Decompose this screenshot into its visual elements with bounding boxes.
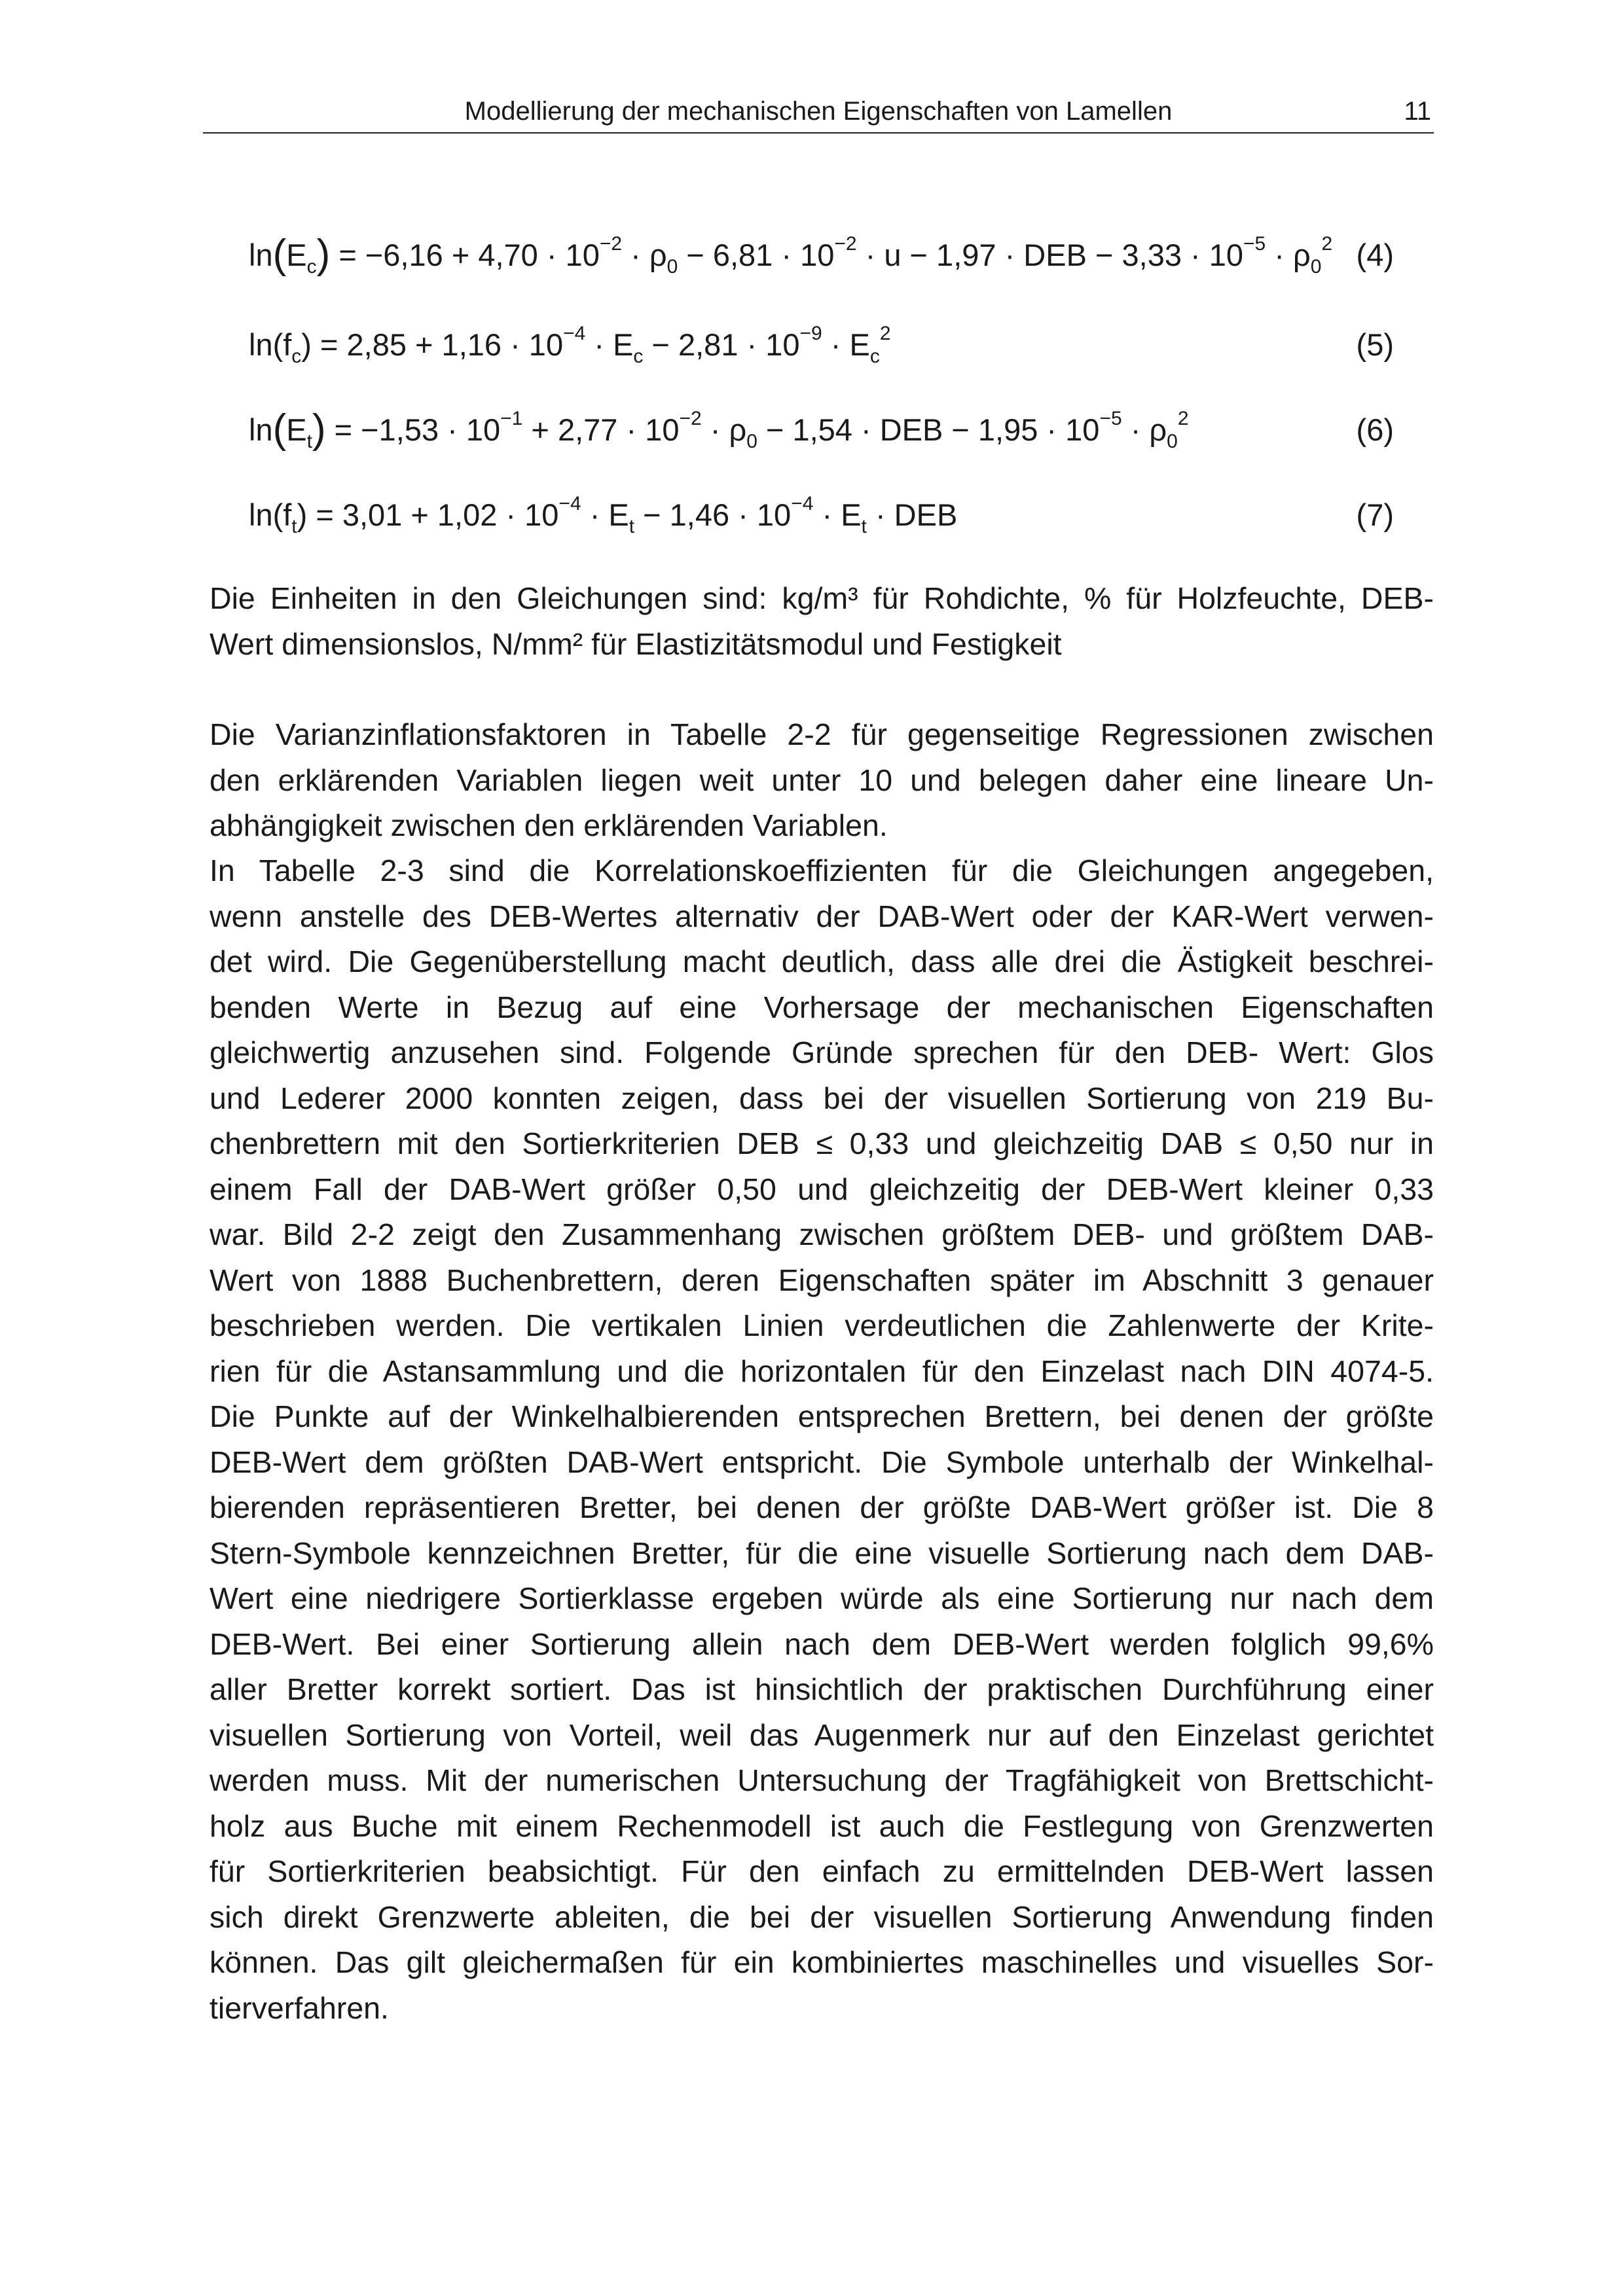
text-line: DEB-Wert dem größten DAB-Wert entspricht. Die Symbole unterhalb der Winkelhal- [210,1444,1434,1479]
text-line: und Lederer 2000 konnten zeigen, dass bei der visuellen Sortierung von 219 Bu- [210,1081,1434,1115]
text-line: DEB-Wert. Bei einer Sortierung allein nach dem DEB-Wert werden folglich 99,6% [210,1626,1434,1661]
text-line: beschrieben werden. Die vertikalen Linien verdeutlichen die Zahlenwerte der Krite- [210,1308,1434,1342]
equation-5-number: (5) [1356,327,1394,362]
text-line: chenbrettern mit den Sortierkriterien DEB ≤ 0,33 und gleichzeitig DAB ≤ 0,50 nur in [210,1126,1434,1160]
equation-5 [0,319,1623,371]
text-line: gleichwertig anzusehen sind. Folgende Gründe sprechen für den DEB- Wert: Glos [210,1035,1434,1069]
text-line: Die Einheiten in den Gleichungen sind: kg/m³ für Rohdichte, % für Holzfeuchte, DEB- [210,581,1434,615]
text-line: Stern-Symbole kennzeichnen Bretter, für die eine visuelle Sortierung nach dem DAB- [210,1535,1434,1570]
text-line: visuellen Sortierung von Vorteil, weil das Augenmerk nur auf den Einzelast gerichtet [210,1717,1434,1752]
text-line: können. Das gilt gleichermaßen für ein kombiniertes maschinelles und visuelles Sor- [210,1945,1434,1979]
text-line: wenn anstelle des DEB-Wertes alternativ der DAB-Wert oder der KAR-Wert verwen- [210,899,1434,933]
equation-7 [0,489,1623,541]
text-line: einem Fall der DAB-Wert größer 0,50 und gleichzeitig der DEB-Wert kleiner 0,33 [210,1172,1434,1206]
units-paragraph [210,576,1434,667]
text-line: sich direkt Grenzwerte ableiten, die bei der visuellen Sortierung Anwendung finden [210,1899,1434,1934]
equation-6-number: (6) [1356,412,1394,447]
equation-5-expression: $\ln(f_c) = 2,85 + 1,16 \cdot 10^{-4} \cdot E_c - 2,81 \cdot 10^{-9} \cdot E_c^2$ [249,323,891,367]
text-line: benden Werte in Bezug auf eine Vorhersage der mechanischen Eigenschaften [210,990,1434,1024]
text-line: aller Bretter korrekt sortiert. Das ist hinsichtlich der praktischen Durchführung einer [210,1672,1434,1706]
text-line: rien für die Astansammlung und die horizontalen für den Einzelast nach DIN 4074-5. [210,1354,1434,1388]
text-line: Die Punkte auf der Winkelhalbierenden entsprechen Brettern, bei denen der größte [210,1399,1434,1433]
text-line: In Tabelle 2-3 sind die Korrelationskoeffizienten für die Gleichungen angegeben, [210,853,1434,888]
equation-7-expression: $\ln(f_t) = 3,01 + 1,02 \cdot 10^{-4} \cdot E_t - 1,46 \cdot 10^{-4} \cdot E_t$ · DEB [249,493,958,537]
page-number: 11 [1404,97,1431,126]
text-line: Die Varianzinflationsfaktoren in Tabelle 2-2 für gegenseitige Regressionen zwischen [210,717,1434,751]
body-paragraph-2 [210,848,1434,2031]
text-line: werden muss. Mit der numerischen Untersuchung der Tragfähigkeit von Brettschicht- [210,1763,1434,1797]
equation-4-expression: $\ln(E_c) = -6,16 + 4,70 \cdot 10^{-2} \cdot \rho_0 - 6,81 \cdot 10^{-2} \cdot u - 1,97$ · DEB − $3,33 \cdot 10^{-5} \cdot \rho_0^2$ [249,232,1333,278]
text-line: holz aus Buche mit einem Rechenmodell ist auch die Festlegung von Grenzwerten [210,1808,1434,1843]
text-line: det wird. Die Gegenüberstellung macht deutlich, dass alle drei die Ästigkeit beschrei- [210,944,1434,978]
text-line: abhängigkeit zwischen den erklärenden Variablen. [210,808,888,842]
text-line: war. Bild 2-2 zeigt den Zusammenhang zwischen größtem DEB- und größtem DAB- [210,1217,1434,1251]
text-line: für Sortierkriterien beabsichtigt. Für den einfach zu ermittelnden DEB-Wert lassen [210,1854,1434,1888]
text-line: Wert eine niedrigere Sortierklasse ergeben würde als eine Sortierung nur nach dem [210,1581,1434,1615]
equation-6 [0,404,1623,456]
text-line: Wert dimensionslos, N/mm² für Elastizitätsmodul und Festigkeit [210,626,1062,661]
equation-4-number: (4) [1356,238,1394,272]
text-line: den erklärenden Variablen liegen weit unter 10 und belegen daher eine lineare Un- [210,762,1434,797]
body-paragraph-1 [210,712,1434,849]
page-header [203,92,1434,134]
equation-6-expression: $\ln(E_t) = -1,53 \cdot 10^{-1} + 2,77 \cdot 10^{-2} \cdot \rho_0 - 1,54$ · DEB − $1,95 \cdot 10^{-5} \cdot \rho_0^2$ [249,406,1189,452]
text-line: tierverfahren. [210,1990,389,2025]
header-title: Modellierung der mechanischen Eigenschaften von Lamellen [464,97,1173,126]
equation-4 [0,229,1623,281]
text-line: Wert von 1888 Buchenbrettern, deren Eigenschaften später im Abschnitt 3 genauer [210,1263,1434,1297]
equation-7-number: (7) [1356,497,1394,532]
text-line: bierenden repräsentieren Bretter, bei denen der größte DAB-Wert größer ist. Die 8 [210,1490,1434,1524]
